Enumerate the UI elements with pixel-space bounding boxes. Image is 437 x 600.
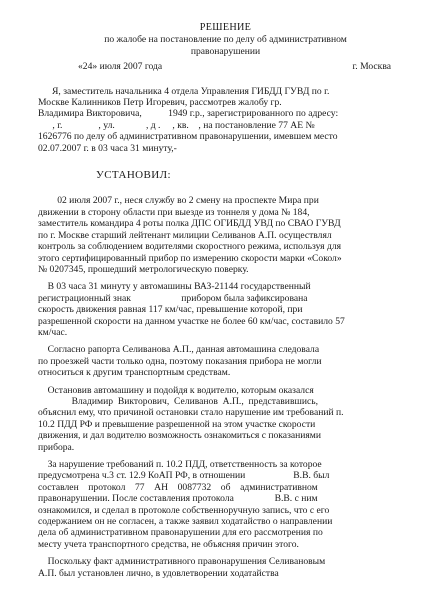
paragraph-line: по проезжей части только одна, поэтому показания прибора не могли xyxy=(38,355,322,367)
paragraph-line: регистрационный знак прибором была зафиксирована xyxy=(38,292,308,304)
paragraph-line: движения, и дал водителю возможность ознакомиться с показаниями xyxy=(38,430,322,442)
date-line xyxy=(38,61,413,72)
paragraph-line: содержанием он не согласен, а также заявил ходатайство о направлении xyxy=(38,516,333,528)
paragraph-line: движении в сторону области при выезде из тоннеля у дома № 184, xyxy=(38,206,310,218)
paragraph-line: правонарушении. После составления протокола В.В. с ним xyxy=(38,493,318,505)
paragraph-line: дела об административном правонарушении для его рассмотрения по xyxy=(38,527,323,539)
paragraph-line: За нарушение требований п. 10.2 ПДД, ответственность за которое xyxy=(38,459,322,470)
body-paragraph xyxy=(38,281,413,338)
intro-line: 1626776 по делу об административном правонарушении, имевшем место xyxy=(38,131,338,143)
section-heading: УСТАНОВИЛ: xyxy=(96,169,171,182)
body-paragraph xyxy=(38,344,413,378)
paragraph-line: объяснил ему, что причиной остановки стало нарушение им требований п. xyxy=(38,407,344,419)
intro-line: Москве Калинников Петр Игоревич, рассмотрев жалобу гр. xyxy=(38,97,282,109)
paragraph-line: Владимир Викторович, Селиванов А.П., представившись, xyxy=(38,395,319,407)
paragraph-line: по г. Москве старший лейтенант милиции Селиванов А.П. осуществлял xyxy=(38,229,332,241)
body-paragraph xyxy=(38,385,413,453)
paragraph-line: Остановив автомашину и подойдя к водителю, которым оказался xyxy=(38,384,314,396)
document-date: «24» июля 2007 года xyxy=(78,61,163,73)
paragraph-line: заместитель командира 4 роты полка ДПС ОГИБДД УВД по СВАО ГУВД xyxy=(38,218,341,230)
document-city: г. Москва xyxy=(352,61,391,73)
paragraph-line: В 03 часа 31 минуту у автомашины ВАЗ-21144 государственный xyxy=(38,281,311,293)
paragraph-line: разрешенной скорости на данном участке не более 60 км/час, составило 57 xyxy=(38,315,345,327)
intro-line: , г. , ул. , д . , кв. , на постановление 77 АЕ № xyxy=(38,119,315,131)
body-paragraph xyxy=(38,556,413,579)
paragraph-line: № 0207345, прошедший метрологическую поверку. xyxy=(38,263,249,275)
paragraph-line: контроль за соблюдением водителями скоростного режима, используя для xyxy=(38,241,342,253)
paragraph-line: скорость движения равная 117 км/час, превышение которой, при xyxy=(38,304,303,316)
intro-paragraph xyxy=(38,86,413,154)
paragraph-line: Согласно рапорта Селиванова А.П., данная автомашина следовала xyxy=(38,344,320,356)
document-body xyxy=(38,195,413,579)
paragraph-line: относиться к другим транспортным средствам. xyxy=(38,367,231,379)
intro-line: Владимира Викторовича, 1949 г.р., зарегистрированного по адресу: xyxy=(38,108,339,120)
paragraph-line: 10.2 ПДД РФ и превышение разрешенной на этом участке скорости xyxy=(38,418,316,430)
paragraph-line: км/час. xyxy=(38,326,68,338)
document-subtitle xyxy=(38,34,413,57)
paragraph-line: предусмотрена ч.3 ст. 12.9 КоАП РФ, в отношении В.В. был xyxy=(38,470,330,482)
intro-line: Я, заместитель начальника 4 отдела Управления ГИБДД ГУВД по г. xyxy=(52,85,330,97)
paragraph-line: А.П. был установлен лично, в удовлетворении ходатайства xyxy=(38,567,279,579)
paragraph-line: 02 июля 2007 г., неся службу во 2 смену на проспекте Мира при xyxy=(38,195,319,207)
paragraph-line: составлен протокол 77 АН 0087732 об административном xyxy=(38,481,318,493)
paragraph-line: ознакомился, и сделал в протоколе собственноручную запись, что с его xyxy=(38,504,330,516)
paragraph-line: Поскольку факт административного правонарушения Селивановым xyxy=(38,556,326,568)
intro-line: 02.07.2007 г. в 03 часа 31 минуту,- xyxy=(38,142,177,154)
paragraph-line: месту учета транспортного средства, не объясняя причин этого. xyxy=(38,538,299,550)
body-paragraph xyxy=(38,459,413,550)
body-paragraph xyxy=(38,195,413,275)
document-title: РЕШЕНИЕ xyxy=(199,22,252,33)
subtitle-line: по жалобе на постановление по делу об административном xyxy=(104,34,347,46)
subtitle-line: правонарушении xyxy=(190,45,261,57)
paragraph-line: прибора. xyxy=(38,441,75,453)
paragraph-line: этого сертифицированный прибор по измерению скорости марки «Сокол» xyxy=(38,252,342,264)
